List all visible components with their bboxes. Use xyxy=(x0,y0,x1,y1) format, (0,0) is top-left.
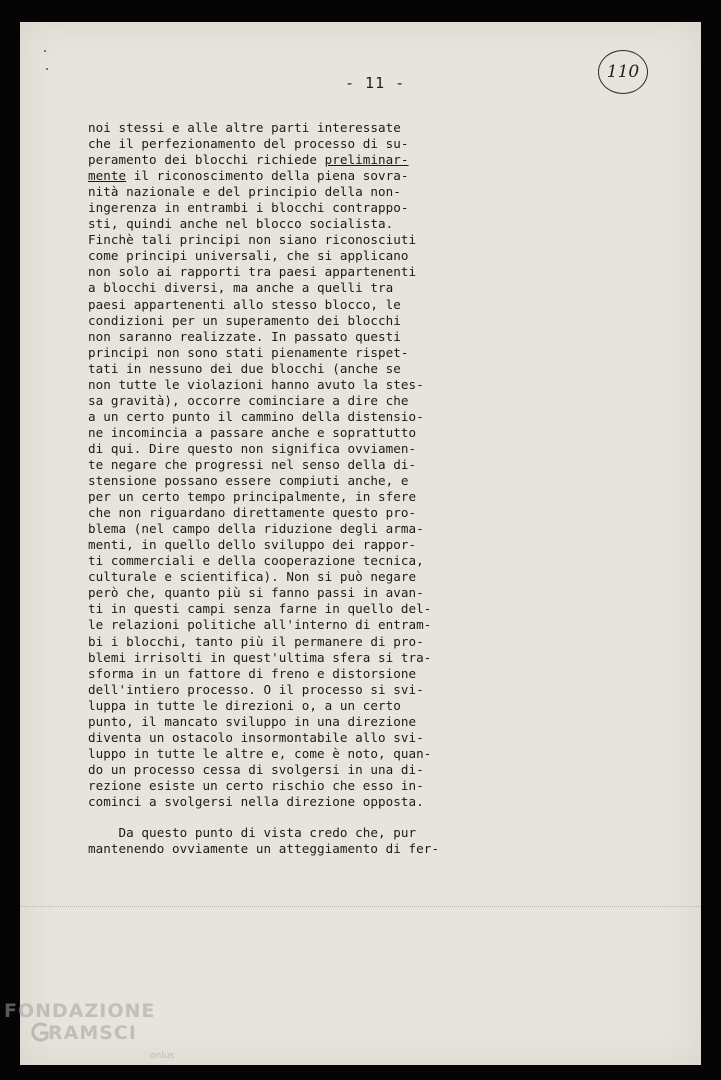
text-line: punto, il mancato sviluppo in una direzione xyxy=(88,713,417,729)
text-line xyxy=(88,152,488,168)
text-line: bi i blocchi, tanto più il permanere di pro- xyxy=(88,633,424,649)
body-text xyxy=(88,120,488,857)
text-line: sforma in un fattore di freno e distorsione xyxy=(88,665,417,681)
text-line: Finchè tali principi non siano riconosciuti xyxy=(88,232,417,248)
gramsci-g-logo-icon xyxy=(30,1022,50,1044)
text-line: ti in questi campi senza farne in quello del- xyxy=(88,601,432,617)
text-line: do un processo cessa di svolgersi in una di- xyxy=(88,761,424,777)
text-line xyxy=(88,168,488,184)
text-line: diventa un ostacolo insormontabile allo svi- xyxy=(88,729,424,745)
text-line: paesi appartenenti allo stesso blocco, le xyxy=(88,296,401,312)
text-line: luppa in tutte le direzioni o, a un certo xyxy=(88,697,401,713)
text-line: cominci a svolgersi nella direzione opposta. xyxy=(88,793,424,809)
text-line: blema (nel campo della riduzione degli arma- xyxy=(88,521,424,537)
text-line: non saranno realizzate. In passato questi xyxy=(88,328,401,344)
dotted-rule xyxy=(20,906,701,908)
text-line: te negare che progressi nel senso della di- xyxy=(88,456,417,472)
text-line: nità nazionale e del principio della non- xyxy=(88,184,401,200)
text-line: come principi universali, che si applicano xyxy=(88,248,409,264)
text-line: però che, quanto più si fanno passi in avan- xyxy=(88,585,424,601)
paper-speck xyxy=(46,68,48,70)
text-line: rezione esiste un certo rischio che esso in- xyxy=(88,777,424,793)
watermark-line2: RAMSCI xyxy=(48,1022,137,1044)
folio-stamp xyxy=(598,50,648,94)
text-line: stensione possano essere compiuti anche, e xyxy=(88,473,409,489)
paper-speck xyxy=(44,50,46,52)
text-line: sa gravità), occorre cominciare a dire che xyxy=(88,392,409,408)
text-line: principi non sono stati pienamente rispet- xyxy=(88,344,409,360)
text-line: culturale e scientifica). Non si può negare xyxy=(88,569,417,585)
text-line: dell'intiero processo. O il processo si svi- xyxy=(88,681,424,697)
text-line: a blocchi diversi, ma anche a quelli tra xyxy=(88,280,394,296)
document-page xyxy=(20,22,701,1065)
text-line: per un certo tempo principalmente, in sfere xyxy=(88,489,417,505)
text-line: condizioni per un superamento dei blocchi xyxy=(88,312,401,328)
fondazione-gramsci-watermark xyxy=(4,1000,194,1078)
text-line: le relazioni politiche all'interno di entram- xyxy=(88,617,432,633)
text-line: Da questo punto di vista credo che, pur xyxy=(88,825,417,841)
paragraph-gap xyxy=(88,810,488,825)
text-line: di qui. Dire questo non significa ovviamen- xyxy=(88,440,417,456)
text-line: ingerenza in entrambi i blocchi contrappo- xyxy=(88,200,409,216)
text-fragment: il riconoscimento della piena sovra- xyxy=(126,168,409,184)
text-line: noi stessi e alle altre parti interessate xyxy=(88,120,401,135)
underlined-word: preliminar- xyxy=(324,152,409,168)
folio-number: 110 xyxy=(606,62,640,82)
page-number: - 11 - xyxy=(345,74,406,92)
text-line: menti, in quello dello sviluppo dei rappor- xyxy=(88,537,417,553)
text-line: ti commerciali e della cooperazione tecnica, xyxy=(88,553,424,569)
text-line: non solo ai rapporti tra paesi appartenenti xyxy=(88,264,417,280)
underlined-word: mente xyxy=(88,168,127,184)
text-line: che il perfezionamento del processo di su- xyxy=(88,136,409,152)
text-line: che non riguardano direttamente questo pro- xyxy=(88,505,417,521)
text-line: luppo in tutte le altre e, come è noto, quan- xyxy=(88,745,432,761)
watermark-line1: FONDAZIONE xyxy=(4,1000,156,1022)
text-line: ne incomincia a passare anche e soprattutto xyxy=(88,424,417,440)
watermark-line3: onlus xyxy=(150,1051,175,1061)
text-line: a un certo punto il cammino della distensio- xyxy=(88,408,424,424)
text-line: blemi irrisolti in quest'ultima sfera si tra- xyxy=(88,649,432,665)
text-line: non tutte le violazioni hanno avuto la stes- xyxy=(88,376,424,392)
text-line: tati in nessuno dei due blocchi (anche se xyxy=(88,360,401,376)
text-fragment: peramento dei blocchi richiede xyxy=(88,152,325,168)
text-line: sti, quindi anche nel blocco socialista. xyxy=(88,216,394,232)
text-line: mantenendo ovviamente un atteggiamento di fer- xyxy=(88,841,440,857)
